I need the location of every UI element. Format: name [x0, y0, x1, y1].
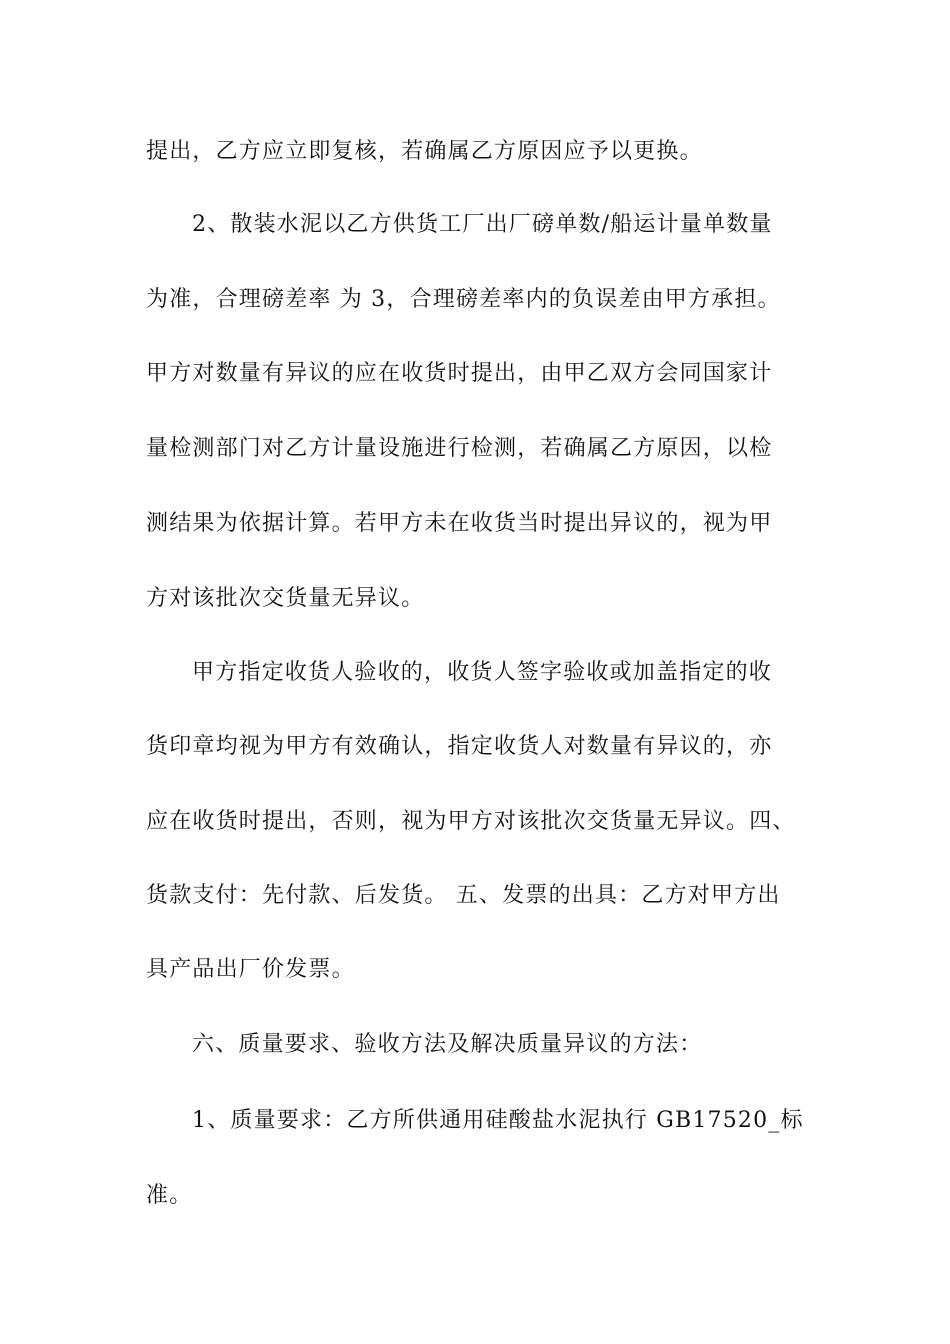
text-line: 1、质量要求：乙方所供通用硅酸盐水泥执行 GB17520_标 [192, 1108, 804, 1133]
text-line: 货款支付：先付款、后发货。 五、发票的出具：乙方对甲方出 [146, 883, 781, 908]
text-line: 应在收货时提出，否则，视为甲方对该批次交货量无异议。四、 [146, 809, 796, 834]
text-line: 量检测部门对乙方计量设施进行检测，若确属乙方原因，以检 [146, 436, 773, 461]
text-line: 提出，乙方应立即复核，若确属乙方原因应予以更换。 [146, 139, 703, 164]
text-line: 准。 [146, 1183, 193, 1208]
text-line: 甲方指定收货人验收的，收货人签字验收或加盖指定的收 [192, 660, 773, 685]
text-line: 2、散装水泥以乙方供货工厂出厂磅单数/船运计量单数量 [192, 212, 773, 237]
text-line: 货印章均视为甲方有效确认，指定收货人对数量有异议的，亦 [146, 734, 773, 759]
text-line: 具产品出厂价发票。 [146, 957, 355, 982]
text-line: 甲方对数量有异议的应在收货时提出，由甲乙双方会同国家计 [146, 361, 773, 386]
text-line: 测结果为依据计算。若甲方未在收货当时提出异议的，视为甲 [146, 511, 773, 536]
text-line: 六、质量要求、验收方法及解决质量异议的方法： [192, 1032, 703, 1057]
text-line: 方对该批次交货量无异议。 [146, 586, 425, 611]
text-line: 为准，合理磅差率 为 3，合理磅差率内的负误差由甲方承担。 [146, 287, 781, 312]
